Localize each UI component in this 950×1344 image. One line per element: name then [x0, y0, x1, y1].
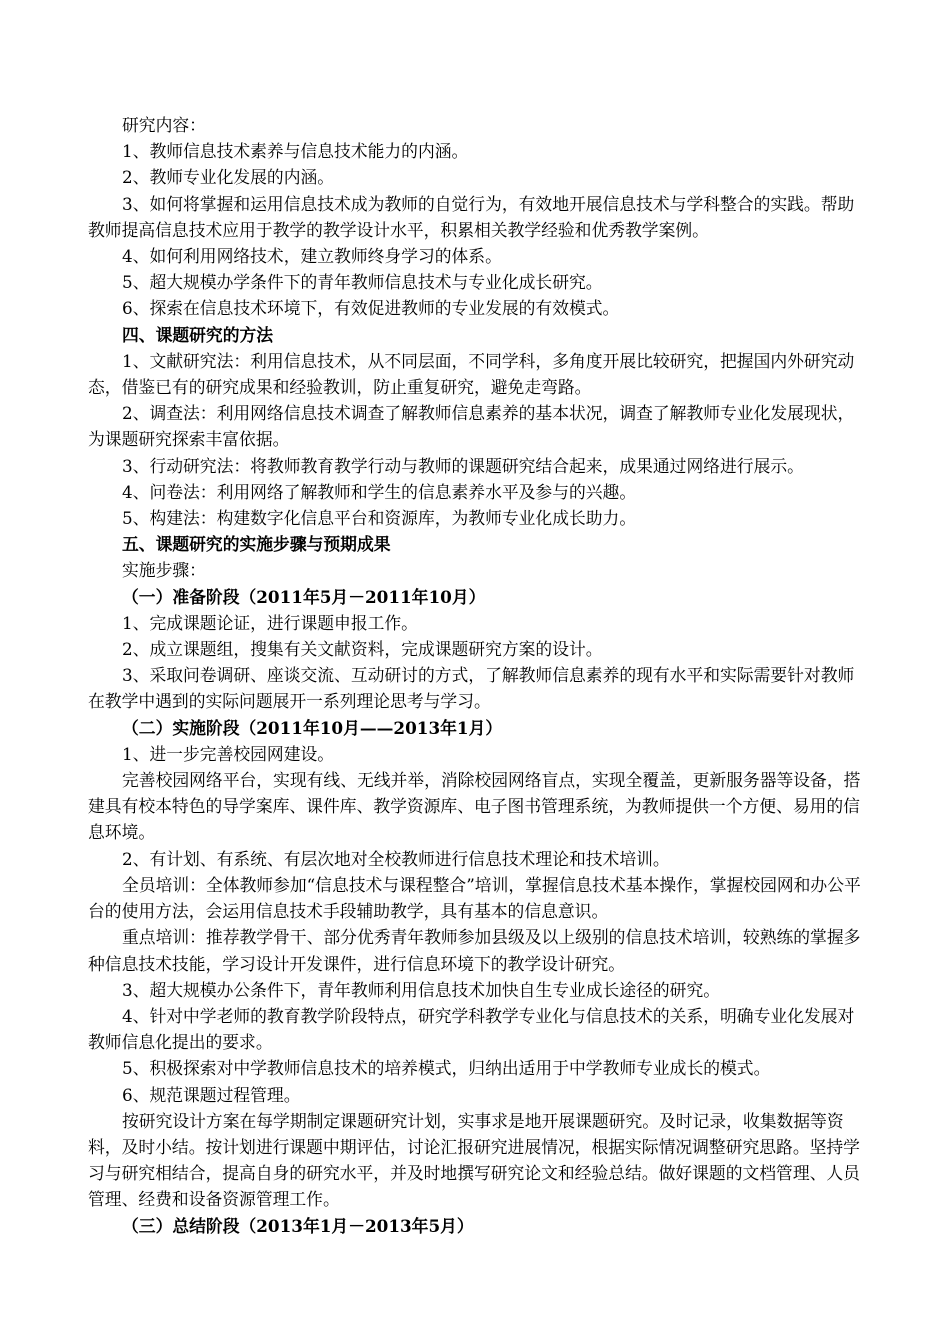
paragraph-impl-1: 1、进一步完善校园网建设。: [122, 743, 335, 764]
paragraph-impl-3: 3、超大规模办公条件下，青年教师利用信息技术加快自生专业成长途径的研究。: [122, 979, 721, 1000]
paragraph-method-2: 2、调查法：利用网络信息技术调查了解教师信息素养的基本状况，调查了解教师专业化发展现状，为课题研究探索丰富依据。: [88, 403, 855, 450]
paragraph-impl-6: 6、规范课题过程管理。: [122, 1084, 301, 1105]
paragraph-impl-2: 2、有计划、有系统、有层次地对全校教师进行信息技术理论和技术培训。: [122, 848, 670, 869]
paragraph-method-3: 3、行动研究法：将教师教育教学行动与教师的课题研究结合起来，成果通过网络进行展示。: [122, 455, 804, 476]
paragraph-content-item-5: 5、超大规模办学条件下的青年教师信息技术与专业化成长研究。: [122, 272, 603, 293]
paragraph-content-item-4: 4、如何利用网络技术，建立教师终身学习的体系。: [122, 246, 502, 267]
paragraph-impl-6-detail: 按研究设计方案在每学期制定课题研究计划，实事求是地开展课题研究。及时记录，收集数据等资料，及时小结。按计划进行课题中期评估，讨论汇报研究进展情况，根据实际情况调整研究思路。坚持学习与研究相结合，提高自身的研究水平，并及时地撰写研究论文和经验总结。做好课题的文档管理、人员管理、经费和设备资源管理工作。: [88, 1110, 860, 1210]
paragraph-impl-4: 4、针对中学老师的教育教学阶段特点，研究学科教学专业化与信息技术的关系，明确专业化发展对教师信息化提出的要求。: [88, 1005, 855, 1053]
document-body: [88, 112, 862, 1239]
paragraph-content-item-2: 2、教师专业化发展的内涵。: [122, 167, 335, 188]
paragraph-impl-5: 5、积极探索对中学教师信息技术的培养模式，归纳出适用于中学教师专业成长的模式。: [122, 1058, 771, 1079]
paragraph-method-1: 1、文献研究法：利用信息技术，从不同层面，不同学科，多角度开展比较研究，把握国内外研究动态，借鉴已有的研究成果和经验教训，防止重复研究，避免走弯路。: [88, 350, 855, 398]
paragraph-impl-2-key-training: 重点培训：推荐教学骨干、部分优秀青年教师参加县级及以上级别的信息技术培训，较熟练的掌握多种信息技术技能，学习设计开发课件，进行信息环境下的教学设计研究。: [88, 927, 861, 974]
paragraph-prep-1: 1、完成课题论证，进行课题申报工作。: [122, 612, 418, 633]
section-heading-methods: 四、课题研究的方法: [122, 324, 274, 345]
paragraph-impl-2-all-staff: 全员培训：全体教师参加“信息技术与课程整合”培训，掌握信息技术基本操作，掌握校园网和办公平台的使用方法，会运用信息技术手段辅助教学，具有基本的信息意识。: [88, 874, 861, 922]
paragraph-steps-label: 实施步骤：: [122, 560, 206, 581]
stage-heading-summary: （三）总结阶段（2013年1月－2013年5月）: [122, 1215, 474, 1236]
paragraph-content-item-3: 3、如何将掌握和运用信息技术成为教师的自觉行为，有效地开展信息技术与学科整合的实践。帮助教师提高信息技术应用于教学的教学设计水平，积累相关教学经验和优秀教学案例。: [88, 193, 855, 240]
paragraph-research-content-label: 研究内容：: [122, 115, 206, 135]
paragraph-content-item-6: 6、探索在信息技术环境下，有效促进教师的专业发展的有效模式。: [122, 298, 620, 319]
paragraph-content-item-1: 1、教师信息技术素养与信息技术能力的内涵。: [122, 141, 469, 162]
section-heading-steps: 五、课题研究的实施步骤与预期成果: [122, 534, 391, 555]
paragraph-impl-1-detail: 完善校园网络平台，实现有线、无线并举，消除校园网络盲点，实现全覆盖，更新服务器等设备，搭建具有校本特色的导学案库、课件库、教学资源库、电子图书管理系统，为教师提供一个方便、易用的信息环境。: [88, 770, 861, 843]
paragraph-method-5: 5、构建法：构建数字化信息平台和资源库，为教师专业化成长助力。: [122, 508, 637, 529]
paragraph-prep-2: 2、成立课题组，搜集有关文献资料，完成课题研究方案的设计。: [122, 639, 603, 660]
stage-heading-preparation: （一）准备阶段（2011年5月－2011年10月）: [122, 586, 486, 607]
paragraph-prep-3: 3、采取问卷调研、座谈交流、互动研讨的方式，了解教师信息素养的现有水平和实际需要针对教师在教学中遇到的实际问题展开一系列理论思考与学习。: [88, 665, 855, 712]
paragraph-method-4: 4、问卷法：利用网络了解教师和学生的信息素养水平及参与的兴趣。: [122, 481, 637, 502]
stage-heading-implementation: （二）实施阶段（2011年10月——2013年1月）: [122, 717, 503, 738]
